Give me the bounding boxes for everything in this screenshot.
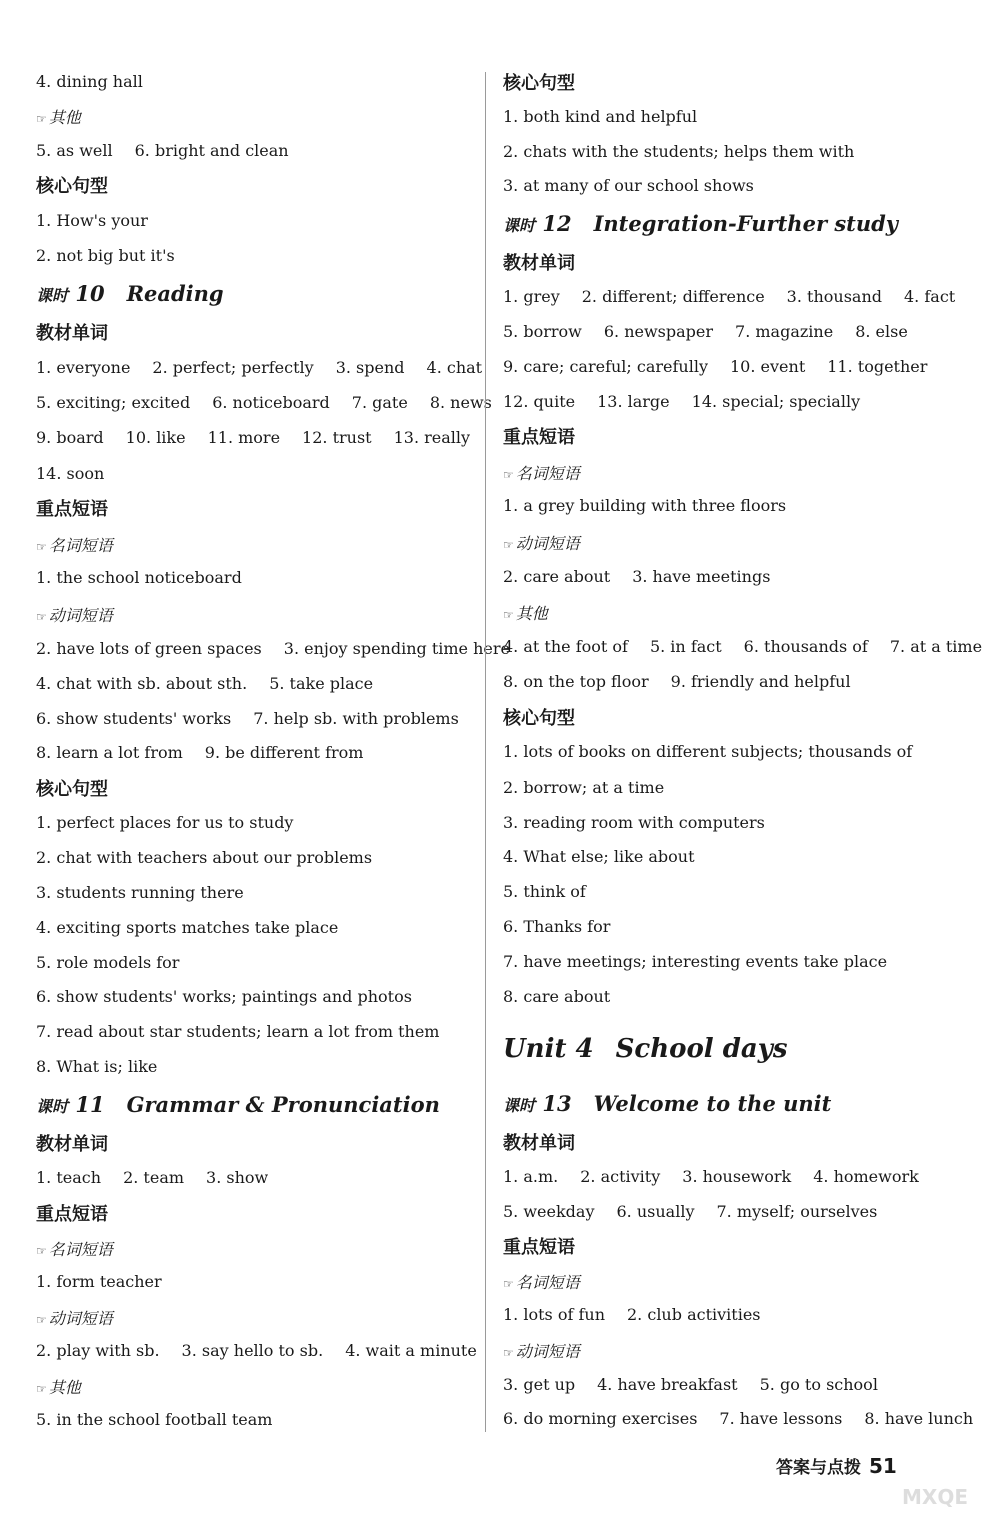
column-divider bbox=[485, 72, 486, 1432]
answer-line: 4. What else; like about bbox=[503, 847, 695, 866]
pointing-hand-icon: ☞ bbox=[36, 540, 47, 554]
answer-line: 6. show students' works 7. help sb. with problems bbox=[36, 709, 459, 728]
watermark-logo: MXQE bbox=[902, 1485, 968, 1509]
section-heading: 重点短语 bbox=[36, 499, 108, 520]
answer-line: 1. teach 2. team 3. show bbox=[36, 1168, 269, 1187]
section-heading: 核心句型 bbox=[503, 73, 575, 94]
answer-line: 5. exciting; excited 6. noticeboard 7. gate 8. news bbox=[36, 393, 492, 412]
answer-line: 4. at the foot of 5. in fact 6. thousands of 7. at a time bbox=[503, 637, 983, 656]
answer-line: 1. the school noticeboard bbox=[36, 568, 242, 587]
answer-line: 3. at many of our school shows bbox=[503, 176, 754, 195]
answer-line: 1. everyone 2. perfect; perfectly 3. spend 4. chat bbox=[36, 358, 483, 377]
answer-line: 2. play with sb. 3. say hello to sb. 4. wait a minute bbox=[36, 1341, 477, 1360]
subsection-verb-phrases: ☞ 动词短语 bbox=[36, 1309, 113, 1328]
subsection-noun-phrases: ☞ 名词短语 bbox=[503, 1273, 580, 1292]
answer-line: 3. reading room with computers bbox=[503, 813, 765, 832]
answer-line: 3. get up 4. have breakfast 5. go to school bbox=[503, 1375, 878, 1394]
pointing-hand-icon: ☞ bbox=[36, 1244, 47, 1258]
answer-line: 6. do morning exercises 7. have lessons 8. have lunch bbox=[503, 1409, 974, 1428]
answer-line: 9. board 10. like 11. more 12. trust 13. really bbox=[36, 428, 471, 447]
section-heading: 教材单词 bbox=[503, 253, 575, 274]
subsection-other: ☞ 其他 bbox=[503, 604, 548, 623]
pointing-hand-icon: ☞ bbox=[503, 1346, 514, 1360]
answer-line: 1. grey 2. different; difference 3. thousand 4. fact bbox=[503, 287, 956, 306]
pointing-hand-icon: ☞ bbox=[36, 1313, 47, 1327]
answer-line: 1. perfect places for us to study bbox=[36, 813, 294, 832]
answer-line: 12. quite 13. large 14. special; specially bbox=[503, 392, 861, 411]
subsection-noun-phrases: ☞ 名词短语 bbox=[36, 1240, 113, 1259]
answer-line: 5. think of bbox=[503, 882, 586, 901]
answer-line: 2. care about 3. have meetings bbox=[503, 567, 771, 586]
section-heading: 核心句型 bbox=[503, 708, 575, 729]
subsection-other: ☞ 其他 bbox=[36, 1378, 81, 1397]
answer-line: 8. What is; like bbox=[36, 1057, 158, 1076]
answer-line: 1. lots of books on different subjects; thousands of bbox=[503, 742, 913, 761]
section-heading: 核心句型 bbox=[36, 176, 108, 197]
lesson-title: 课时 10 Reading bbox=[36, 281, 224, 306]
page-footer bbox=[776, 1454, 897, 1480]
answer-line: 1. How's your bbox=[36, 211, 148, 230]
answer-line: 6. Thanks for bbox=[503, 917, 611, 936]
answer-line: 2. not big but it's bbox=[36, 246, 175, 265]
answer-line: 1. a grey building with three floors bbox=[503, 496, 787, 515]
subsection-verb-phrases: ☞ 动词短语 bbox=[36, 606, 113, 625]
answer-line: 2. have lots of green spaces 3. enjoy spending time here bbox=[36, 639, 510, 658]
section-heading: 重点短语 bbox=[503, 1237, 575, 1258]
answer-line: 5. borrow 6. newspaper 7. magazine 8. else bbox=[503, 322, 908, 341]
section-heading: 教材单词 bbox=[36, 323, 108, 344]
subsection-other: ☞ 其他 bbox=[36, 108, 81, 127]
pointing-hand-icon: ☞ bbox=[36, 610, 47, 624]
answer-line: 8. on the top floor 9. friendly and helpful bbox=[503, 672, 851, 691]
answer-line: 3. students running there bbox=[36, 883, 244, 902]
pointing-hand-icon: ☞ bbox=[503, 538, 514, 552]
answer-line: 1. lots of fun 2. club activities bbox=[503, 1305, 761, 1324]
pointing-hand-icon: ☞ bbox=[36, 112, 47, 126]
subsection-verb-phrases: ☞ 动词短语 bbox=[503, 1342, 580, 1361]
section-heading: 重点短语 bbox=[503, 427, 575, 448]
section-heading: 重点短语 bbox=[36, 1204, 108, 1225]
lesson-title: 课时 11 Grammar & Pronunciation bbox=[36, 1092, 440, 1117]
answer-line: 9. care; careful; carefully 10. event 11. together bbox=[503, 357, 928, 376]
answer-line: 4. dining hall bbox=[36, 72, 143, 91]
answer-line: 8. learn a lot from 9. be different from bbox=[36, 743, 364, 762]
footer-label: 答案与点拨 bbox=[776, 1458, 861, 1478]
answer-line: 1. form teacher bbox=[36, 1272, 162, 1291]
section-heading: 教材单词 bbox=[503, 1133, 575, 1154]
answer-line: 7. read about star students; learn a lot from them bbox=[36, 1022, 440, 1041]
answer-line: 1. a.m. 2. activity 3. housework 4. homework bbox=[503, 1167, 919, 1186]
answer-line: 5. weekday 6. usually 7. myself; ourselves bbox=[503, 1202, 878, 1221]
lesson-title: 课时 13 Welcome to the unit bbox=[503, 1091, 832, 1116]
answer-line: 2. chat with teachers about our problems bbox=[36, 848, 373, 867]
answer-line: 8. care about bbox=[503, 987, 611, 1006]
section-heading: 教材单词 bbox=[36, 1134, 108, 1155]
pointing-hand-icon: ☞ bbox=[503, 608, 514, 622]
answer-line: 1. both kind and helpful bbox=[503, 107, 698, 126]
answer-line: 5. as well 6. bright and clean bbox=[36, 141, 289, 160]
answer-line: 2. chats with the students; helps them with bbox=[503, 142, 855, 161]
pointing-hand-icon: ☞ bbox=[36, 1382, 47, 1396]
answer-line: 5. in the school football team bbox=[36, 1410, 273, 1429]
lesson-title: 课时 12 Integration-Further study bbox=[503, 211, 898, 236]
unit-title: Unit 4 School days bbox=[503, 1034, 788, 1064]
pointing-hand-icon: ☞ bbox=[503, 1277, 514, 1291]
subsection-noun-phrases: ☞ 名词短语 bbox=[503, 464, 580, 483]
answer-line: 7. have meetings; interesting events take place bbox=[503, 952, 888, 971]
answer-line: 4. chat with sb. about sth. 5. take place bbox=[36, 674, 374, 693]
subsection-noun-phrases: ☞ 名词短语 bbox=[36, 536, 113, 555]
section-heading: 核心句型 bbox=[36, 779, 108, 800]
answer-line: 6. show students' works; paintings and photos bbox=[36, 987, 412, 1006]
answer-line: 5. role models for bbox=[36, 953, 180, 972]
page-number: 51 bbox=[869, 1454, 897, 1478]
answer-line: 2. borrow; at a time bbox=[503, 778, 665, 797]
subsection-verb-phrases: ☞ 动词短语 bbox=[503, 534, 580, 553]
answer-line: 14. soon bbox=[36, 464, 105, 483]
answer-line: 4. exciting sports matches take place bbox=[36, 918, 339, 937]
pointing-hand-icon: ☞ bbox=[503, 468, 514, 482]
